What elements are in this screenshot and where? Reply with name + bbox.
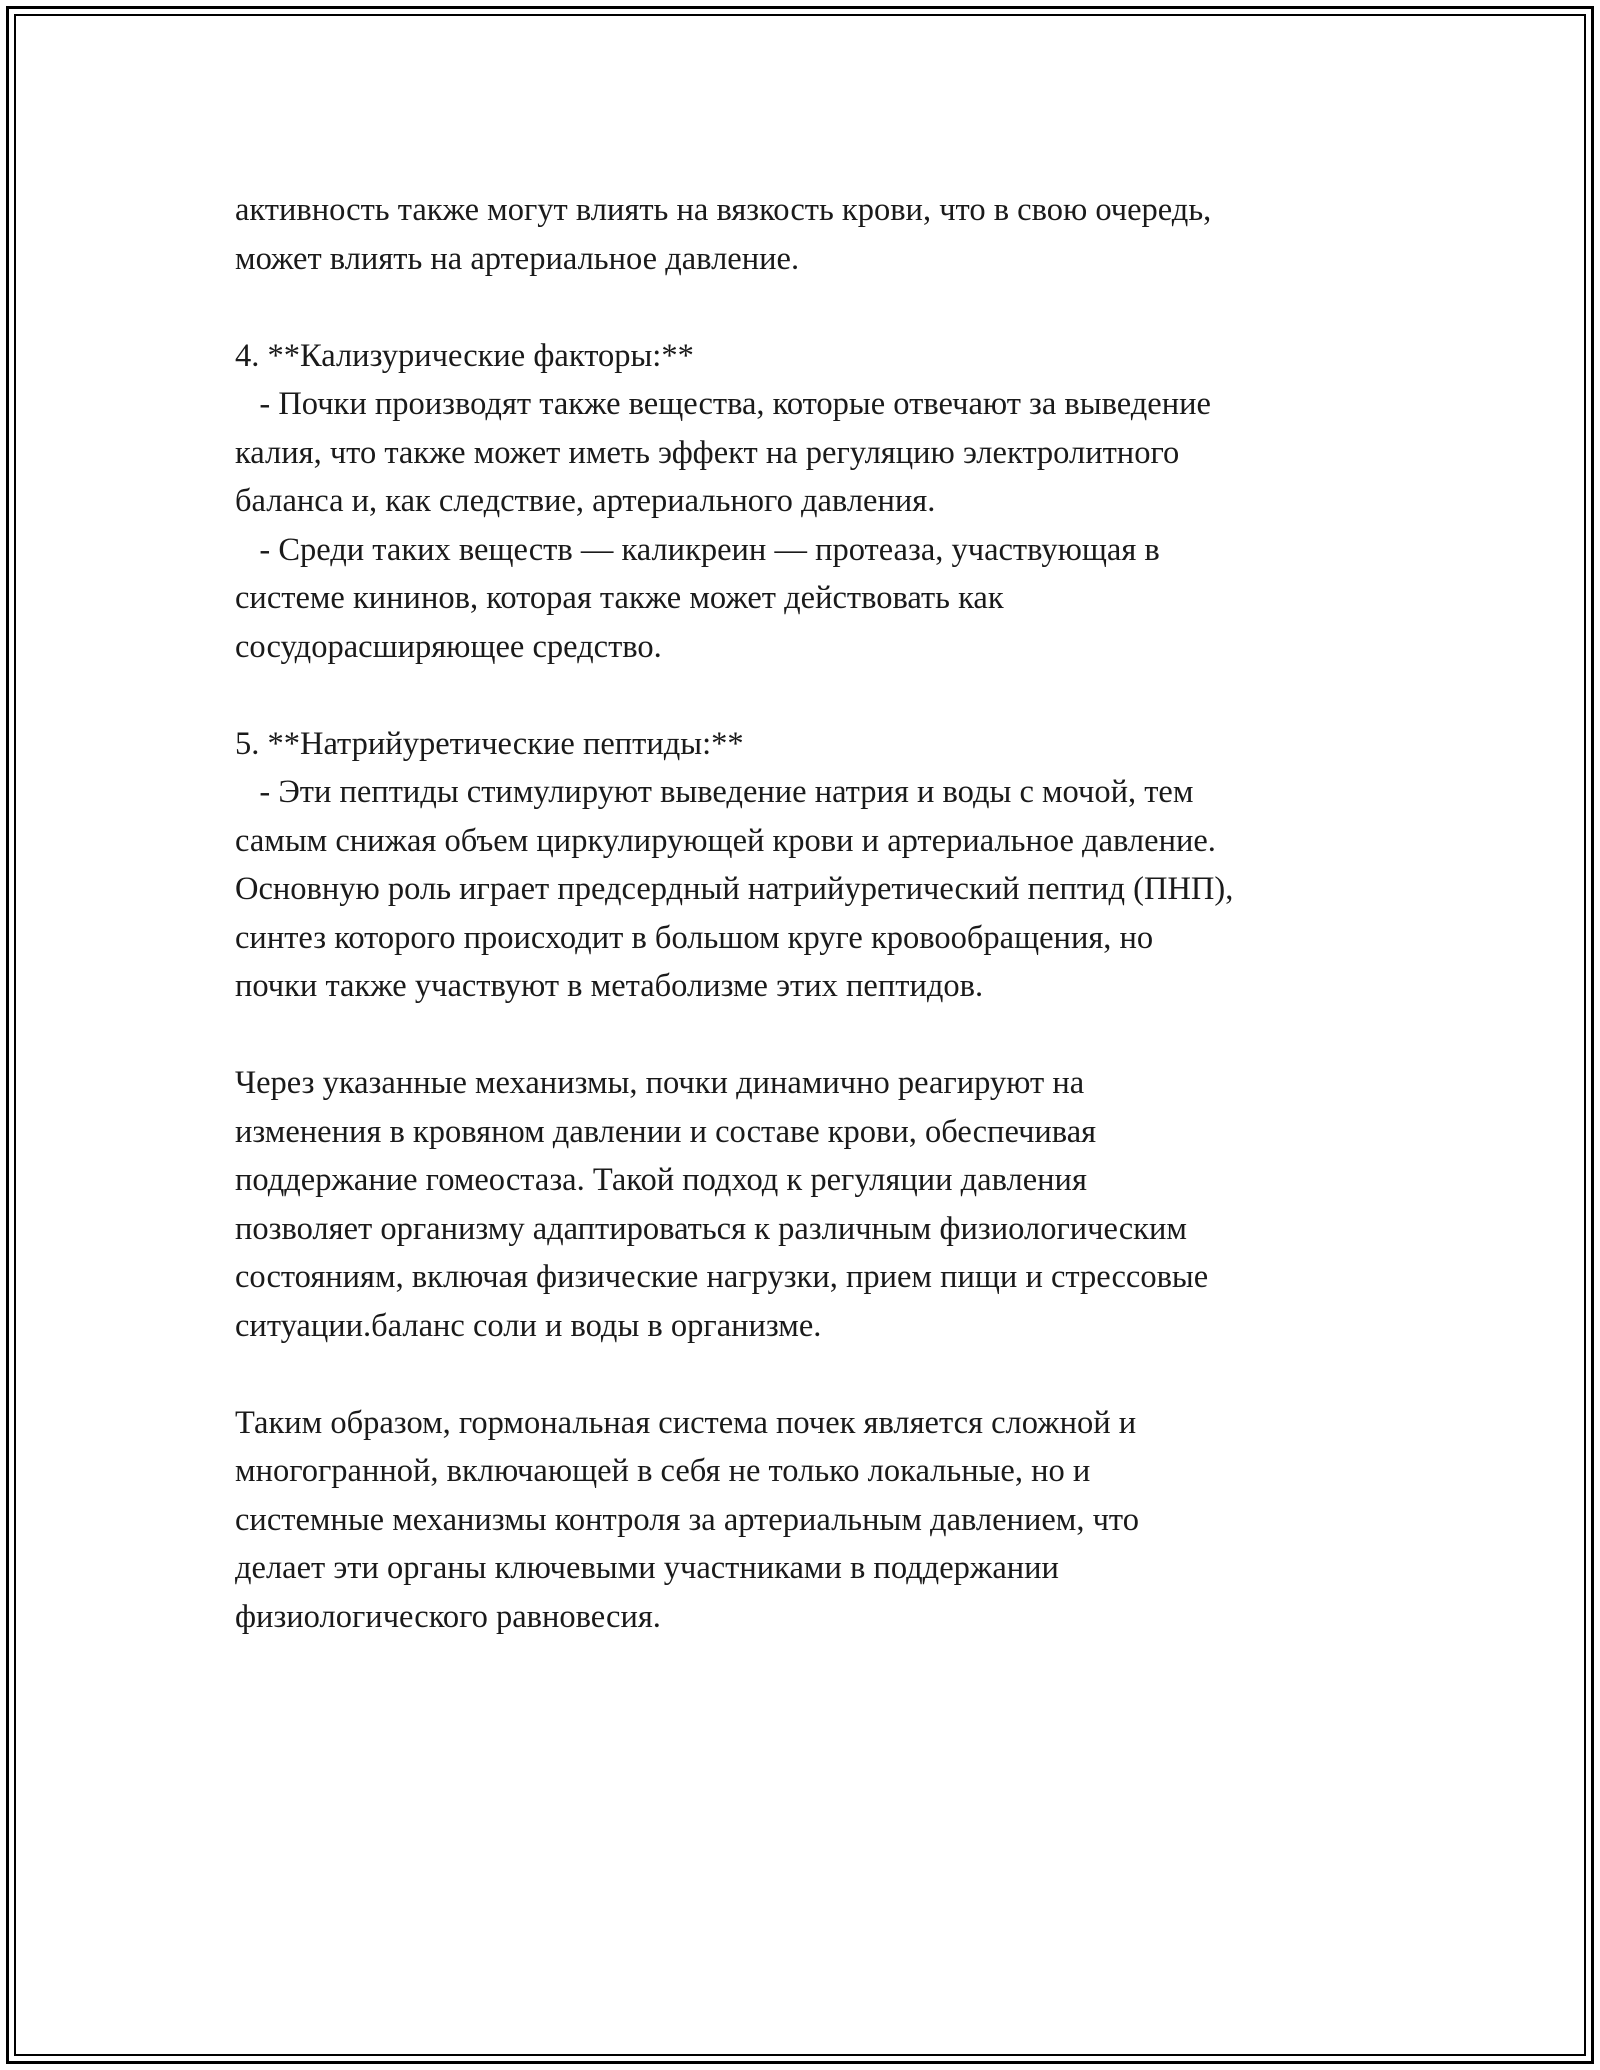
document-body — [235, 186, 1375, 1641]
text-line: поддержание гомеостаза. Такой подход к регуляции давления — [235, 1162, 1087, 1198]
section-natriuretic-peptides — [235, 720, 1375, 1011]
text-line: самым снижая объем циркулирующей крови и артериальное давление. — [235, 822, 1216, 859]
text-line: Основную роль играет предсердный натрийуретический пептид (ПНП), — [235, 871, 1234, 907]
paragraph-spacer — [235, 1011, 1375, 1060]
text-line: системные механизмы контроля за артериальным давлением, что — [235, 1501, 1139, 1538]
text-line: ситуации.баланс соли и воды в организме. — [235, 1307, 822, 1344]
paragraph-continuation — [235, 186, 1375, 283]
text-line: сосудорасширяющее средство. — [235, 628, 662, 665]
text-line: активность также могут влиять на вязкость крови, что в свою очередь, — [235, 192, 1212, 228]
text-line: системе кининов, которая также может действовать как — [235, 580, 1004, 616]
text-line: синтез которого происходит в большом круге кровообращения, но — [235, 919, 1154, 956]
text-line: - Эти пептиды стимулируют выведение натрия и воды с мочой, тем — [235, 774, 1194, 810]
text-line: делает эти органы ключевыми участниками в поддержании — [235, 1550, 1059, 1586]
text-line: позволяет организму адаптироваться к различным физиологическим — [235, 1210, 1187, 1247]
text-line: может влиять на артериальное давление. — [235, 240, 800, 277]
text-line: Через указанные механизмы, почки динамично реагируют на — [235, 1065, 1085, 1101]
section-heading: 5. **Натрийуретические пептиды:** — [235, 725, 744, 762]
text-line: многогранной, включающей в себя не только локальные, но и — [235, 1453, 1091, 1489]
section-heading: 4. **Кализурические факторы:** — [235, 337, 694, 374]
text-line: - Среди таких веществ — каликреин — протеаза, участвующая в — [235, 531, 1160, 568]
paragraph-spacer — [235, 671, 1375, 720]
paragraph-mechanisms-summary — [235, 1059, 1375, 1350]
text-line: состояниям, включая физические нагрузки, прием пищи и стрессовые — [235, 1259, 1209, 1295]
text-line: изменения в кровяном давлении и составе крови, обеспечивая — [235, 1113, 1097, 1150]
text-line: Таким образом, гормональная система почек является сложной и — [235, 1404, 1137, 1441]
paragraph-spacer — [235, 283, 1375, 332]
text-line: - Почки производят также вещества, которые отвечают за выведение — [235, 386, 1211, 422]
text-line: калия, что также может иметь эффект на регуляцию электролитного — [235, 434, 1180, 471]
text-line: физиологического равновесия. — [235, 1598, 661, 1635]
paragraph-conclusion — [235, 1399, 1375, 1642]
text-line: почки также участвуют в метаболизме этих пептидов. — [235, 968, 984, 1004]
section-kaliuretic-factors — [235, 332, 1375, 672]
paragraph-spacer — [235, 1350, 1375, 1399]
text-line: баланса и, как следствие, артериального давления. — [235, 483, 936, 519]
